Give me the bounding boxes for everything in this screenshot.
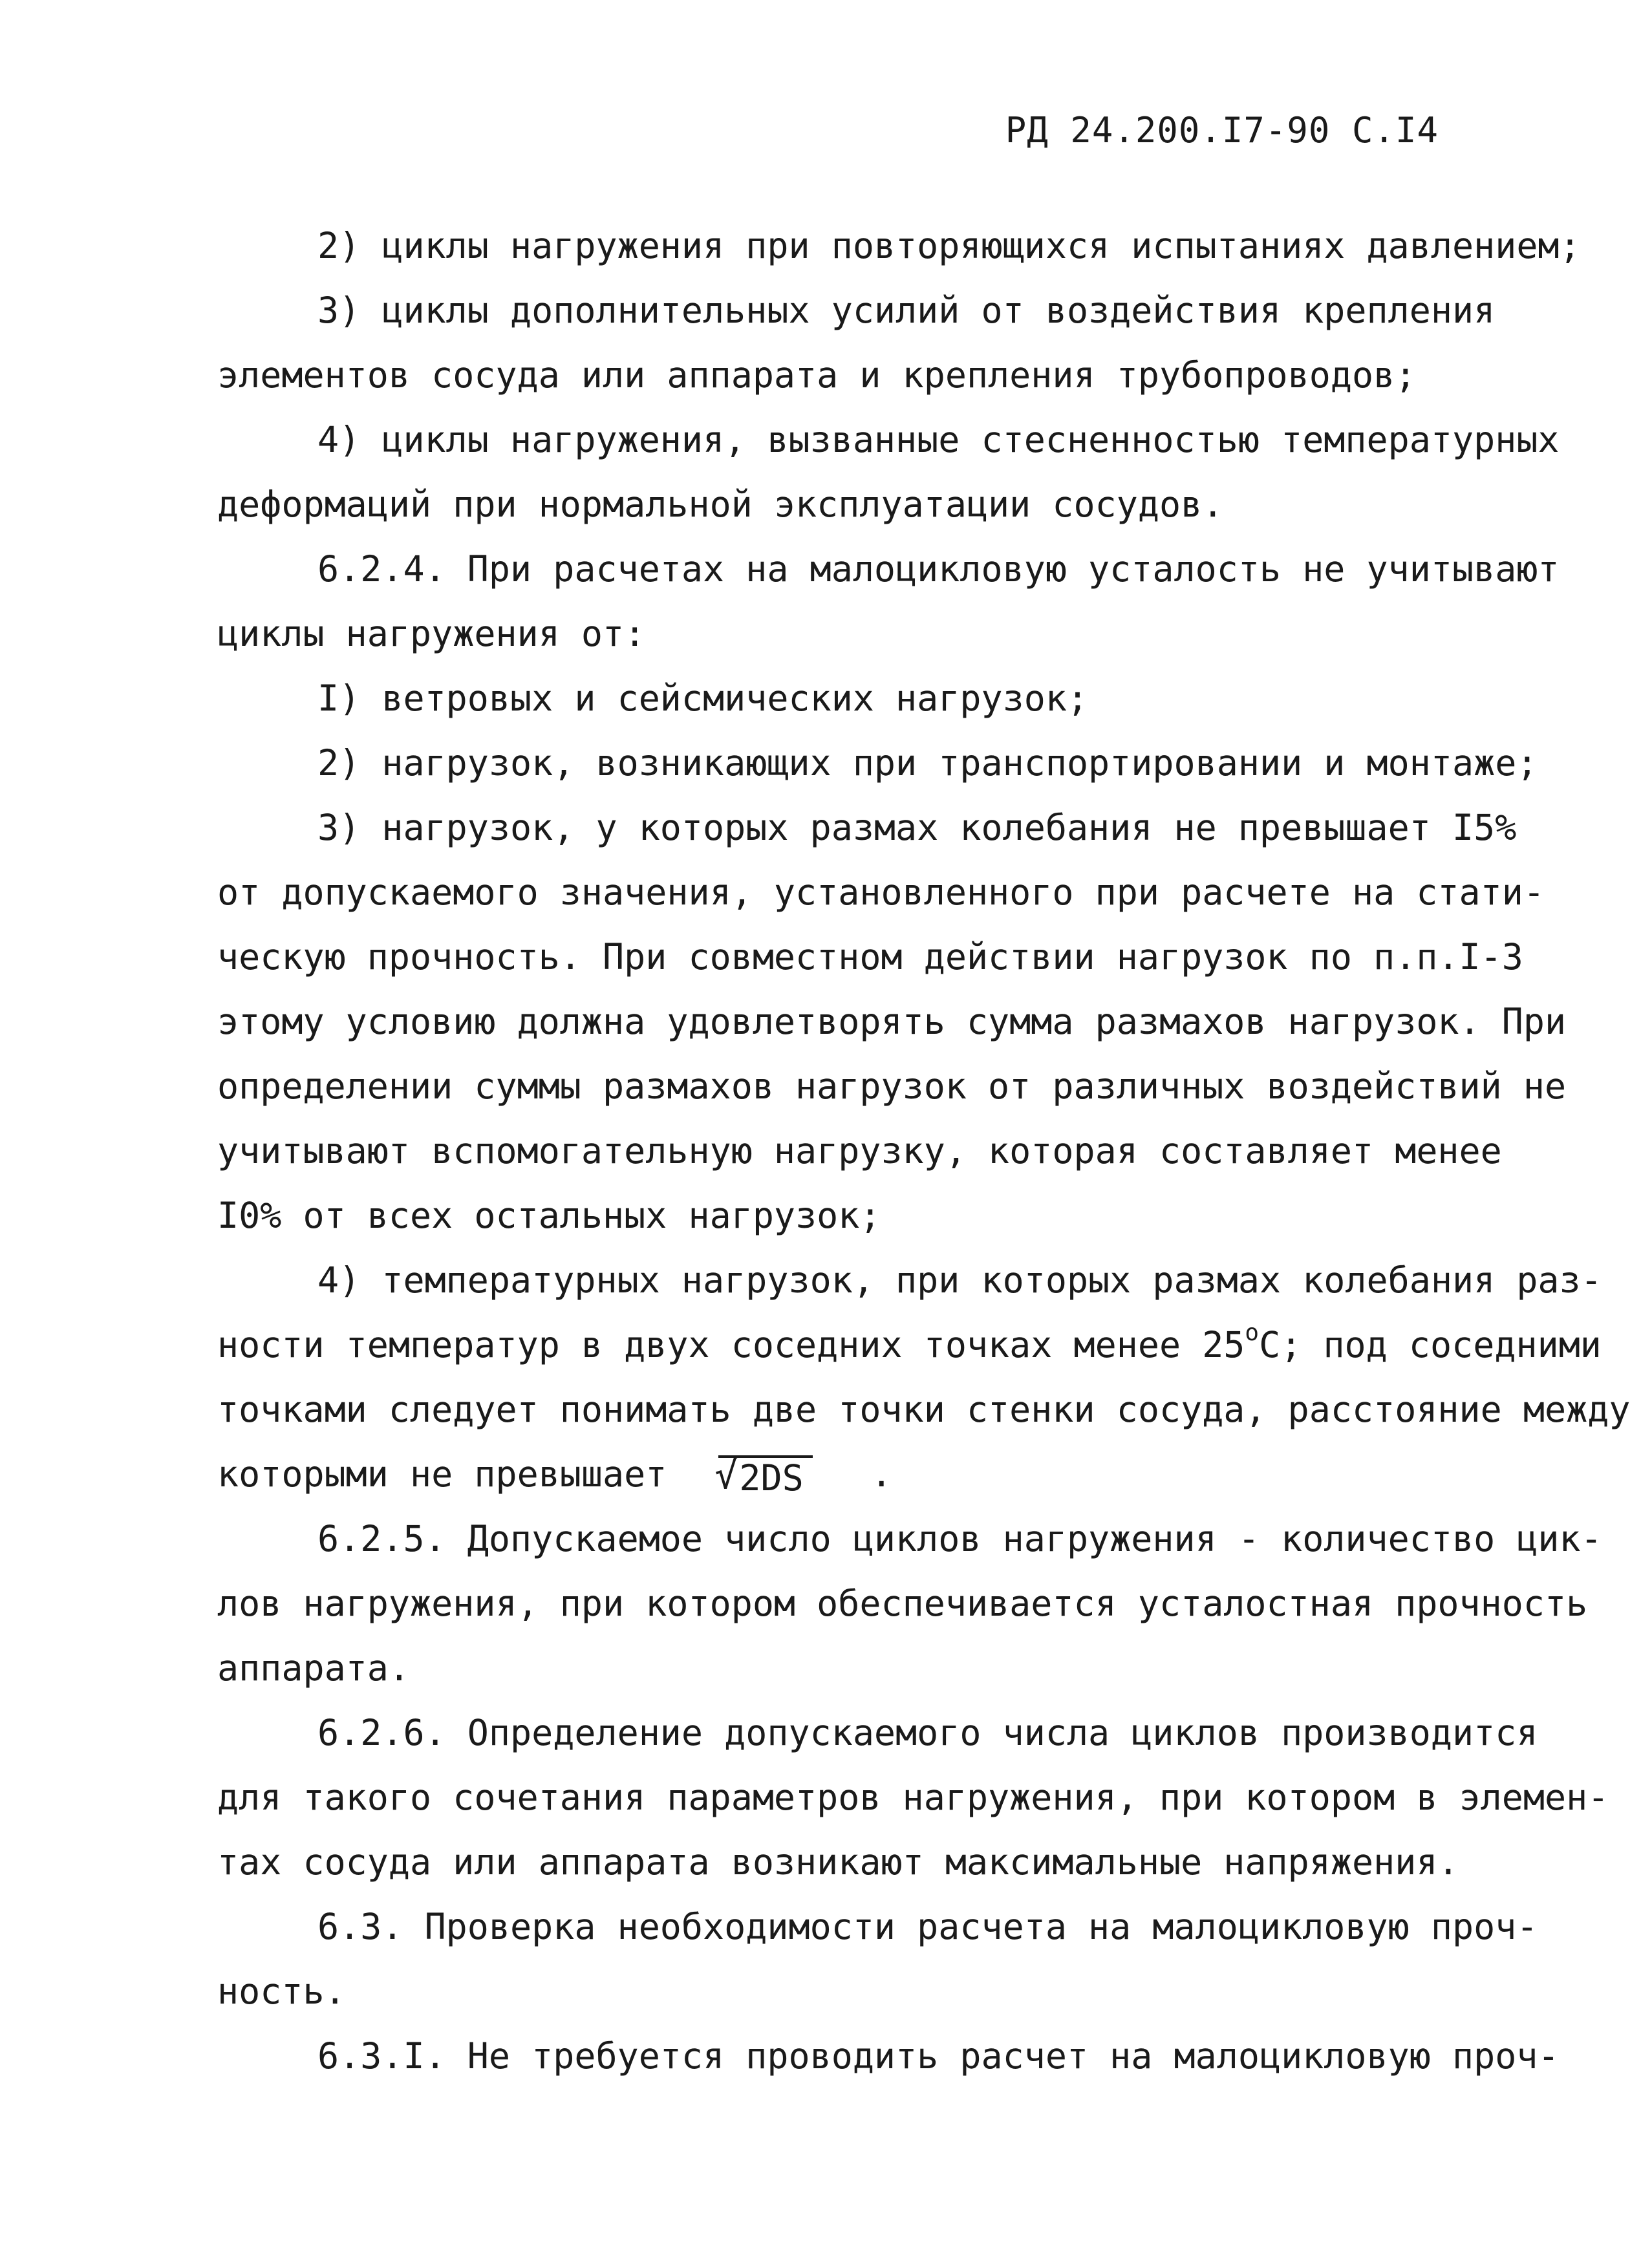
text-line: тах сосуда или аппарата возникают максимальные напряжения. bbox=[217, 1841, 1459, 1883]
text-line-formula bbox=[217, 1442, 1485, 1506]
text-line: учитывают вспомогательную нагрузку, которая составляет менее bbox=[217, 1130, 1502, 1171]
text-line: 3) циклы дополнительных усилий от воздействия крепления bbox=[317, 290, 1496, 331]
text-line: ческую прочность. При совместном действии нагрузок по п.п.I-3 bbox=[217, 936, 1523, 978]
text-line: деформаций при нормальной эксплуатации сосудов. bbox=[217, 484, 1224, 525]
text-line: 2) циклы нагружения при повторяющихся испытаниях давлением; bbox=[317, 225, 1581, 266]
text-line: точками следует понимать две точки стенки сосуда, расстояние между bbox=[217, 1389, 1630, 1430]
section-6-2-6: 6.2.6. Определение допускаемого числа циклов производится bbox=[317, 1712, 1538, 1753]
section-6-2-5: 6.2.5. Допускаемое число циклов нагружения - количество цик- bbox=[317, 1518, 1602, 1559]
text-line: 4) циклы нагружения, вызванные стесненностью температурных bbox=[317, 419, 1560, 460]
radical-sign: √ bbox=[714, 1452, 738, 1498]
formula-expression: 2DS bbox=[739, 1457, 804, 1499]
temperature-tail: С; под соседними bbox=[1259, 1324, 1602, 1365]
text-line: I0% от всех остальных нагрузок; bbox=[217, 1195, 881, 1236]
text-line: элементов сосуда или аппарата и крепления трубопроводов; bbox=[217, 354, 1417, 396]
text-line-temperature bbox=[217, 1312, 1602, 1377]
text-line: для такого сочетания параметров нагружения, при котором в элемен- bbox=[217, 1777, 1609, 1818]
document-body bbox=[217, 213, 1630, 2088]
text-line: циклы нагружения от: bbox=[217, 613, 646, 654]
temperature-text: ности температур в двух соседних точках менее 25 bbox=[217, 1324, 1245, 1365]
document-header: РД 24.200.I7-90 С.I4 bbox=[1005, 110, 1439, 151]
text-line: ность. bbox=[217, 1971, 346, 2012]
formula-lead: которыми не превышает bbox=[217, 1453, 667, 1495]
list-item: 2) нагрузок, возникающих при транспортировании и монтаже; bbox=[317, 742, 1538, 784]
section-6-2-4: 6.2.4. При расчетах на малоцикловую усталость не учитывают bbox=[317, 548, 1560, 590]
text-line: от допускаемого значения, установленного при расчете на стати- bbox=[217, 872, 1545, 913]
list-item: 4) температурных нагрузок, при которых размах колебания раз- bbox=[317, 1259, 1602, 1301]
degree-superscript: о bbox=[1245, 1320, 1260, 1346]
section-6-3-1: 6.3.I. Не требуется проводить расчет на малоцикловую проч- bbox=[317, 2035, 1560, 2077]
list-item: I) ветровых и сейсмических нагрузок; bbox=[317, 678, 1089, 719]
text-line: этому условию должна удовлетворять сумма размахов нагрузок. При bbox=[217, 1001, 1567, 1042]
text-line: определении суммы размахов нагрузок от различных воздействий не bbox=[217, 1065, 1567, 1107]
section-6-3: 6.3. Проверка необходимости расчета на малоцикловую проч- bbox=[317, 1906, 1538, 1947]
sqrt-formula bbox=[714, 1452, 812, 1499]
formula-tail: . bbox=[870, 1453, 892, 1495]
text-line: лов нагружения, при котором обеспечивается усталостная прочность bbox=[217, 1583, 1588, 1624]
text-line: аппарата. bbox=[217, 1647, 411, 1689]
list-item: 3) нагрузок, у которых размах колебания не превышает I5% bbox=[317, 807, 1517, 848]
